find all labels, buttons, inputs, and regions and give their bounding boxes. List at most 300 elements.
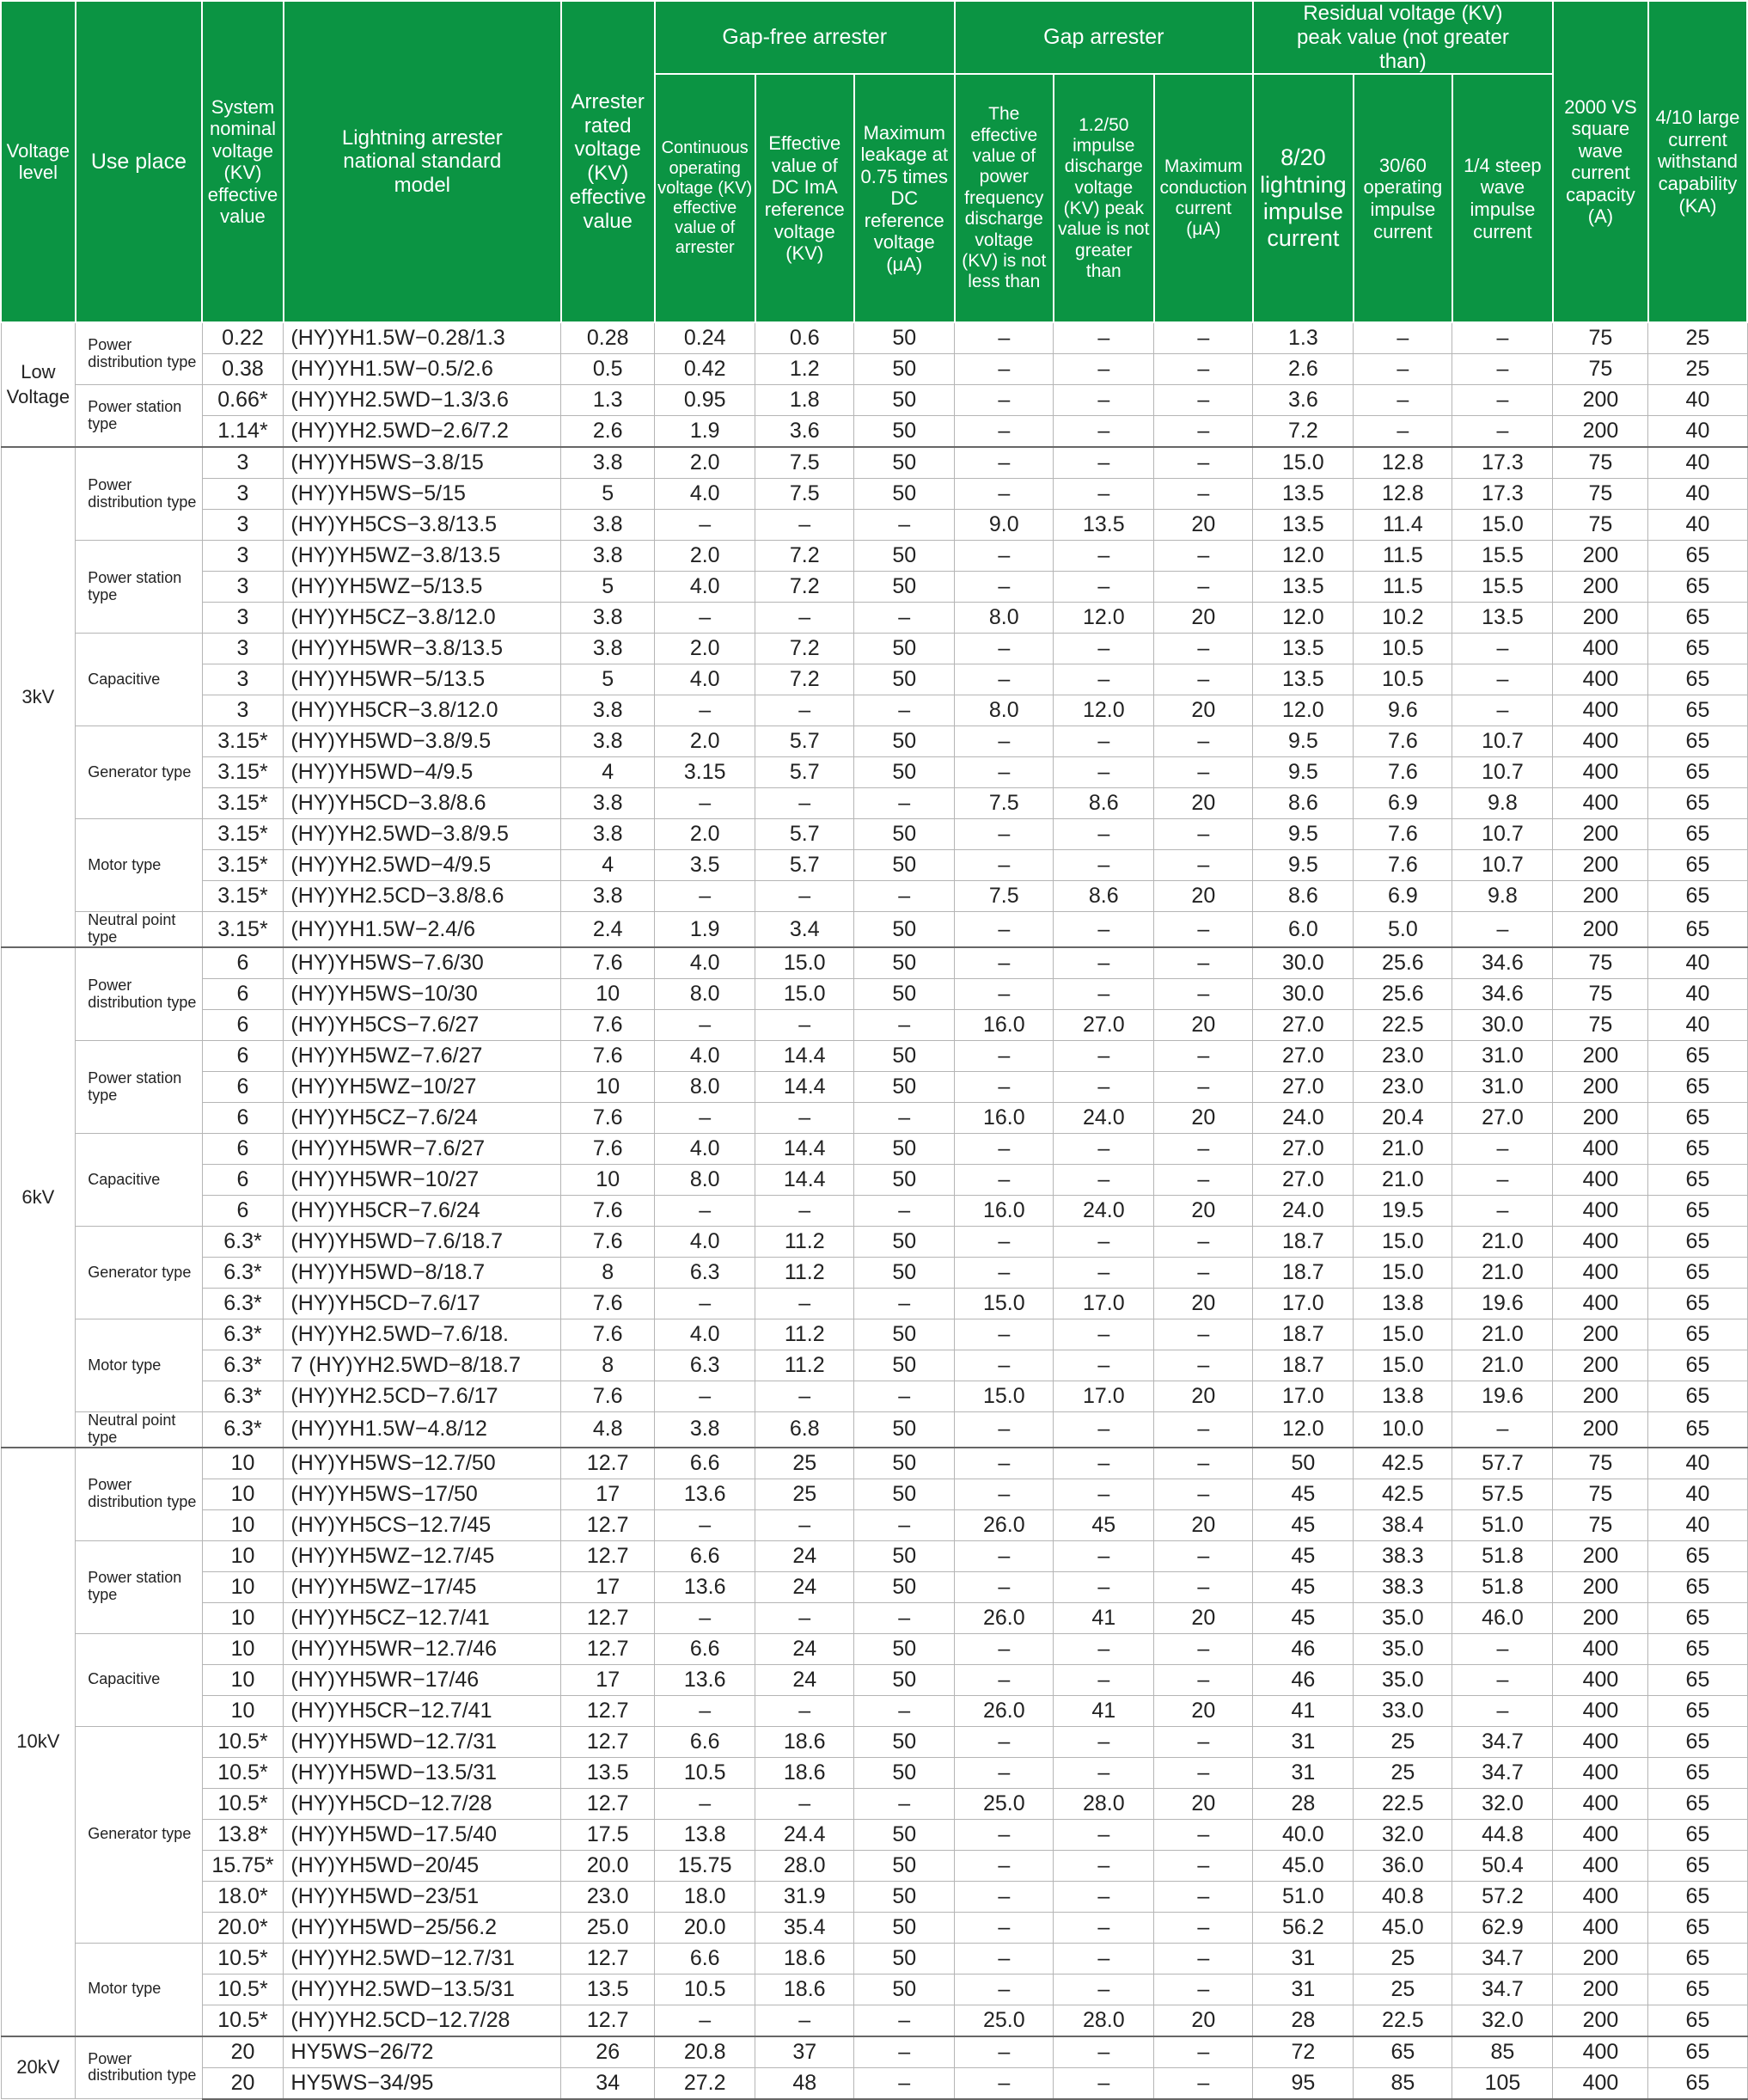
r3060-cell: 23.0 (1354, 1041, 1452, 1072)
pf-discharge-cell: – (955, 1757, 1054, 1788)
rated-voltage-cell: 7.6 (561, 1289, 655, 1319)
r14-cell: – (1452, 322, 1553, 354)
impulse-discharge-cell: – (1054, 1041, 1154, 1072)
impulse-discharge-cell: – (1054, 1912, 1154, 1943)
square-wave-cell: 200 (1553, 1350, 1648, 1381)
square-wave-cell: 200 (1553, 1381, 1648, 1412)
cont-voltage-cell: – (655, 1289, 755, 1319)
r820-cell: 3.6 (1253, 385, 1354, 416)
r14-cell: – (1452, 1664, 1553, 1695)
pf-discharge-cell: – (955, 541, 1054, 572)
rated-voltage-cell: 2.6 (561, 416, 655, 448)
impulse-discharge-cell: – (1054, 1633, 1154, 1664)
r14-cell: – (1452, 1165, 1553, 1196)
r820-cell: 12.0 (1253, 541, 1354, 572)
system-voltage-cell: 10.5* (202, 1726, 284, 1757)
header-square-wave: 2000 VS square wave current capacity (A) (1553, 1, 1648, 322)
large-current-cell: 65 (1648, 1881, 1747, 1912)
impulse-discharge-cell: – (1054, 1319, 1154, 1350)
rated-voltage-cell: 10 (561, 1072, 655, 1103)
conduction-cell: – (1154, 634, 1253, 664)
use-place-cell: Generator type (76, 1227, 202, 1319)
use-place-cell: Power distribution type (76, 322, 202, 385)
r820-cell: 31 (1253, 1757, 1354, 1788)
large-current-cell: 25 (1648, 354, 1747, 385)
use-place-cell: Power distribution type (76, 2036, 202, 2099)
table-row (1, 1103, 1747, 1134)
r820-cell: 18.7 (1253, 1319, 1354, 1350)
cont-voltage-cell: 2.0 (655, 819, 755, 850)
leakage-cell: – (854, 1010, 955, 1041)
header-rated-voltage: Arrester rated voltage (KV) effective value (561, 1, 655, 322)
table-body (1, 322, 1747, 2098)
r3060-cell: 10.0 (1354, 1412, 1452, 1448)
use-place-cell: Capacitive (76, 1134, 202, 1227)
model-cell: (HY)YH5CD−7.6/17 (284, 1289, 561, 1319)
dc-ref-cell: 31.9 (755, 1881, 854, 1912)
square-wave-cell: 200 (1553, 541, 1648, 572)
r14-cell: 34.7 (1452, 1974, 1553, 2005)
r3060-cell: 19.5 (1354, 1196, 1452, 1227)
conduction-cell: 20 (1154, 510, 1253, 541)
leakage-cell: 50 (854, 1912, 955, 1943)
r820-cell: 13.5 (1253, 510, 1354, 541)
r3060-cell: 32.0 (1354, 1819, 1452, 1850)
table-row (1, 1196, 1747, 1227)
r14-cell: 9.8 (1452, 788, 1553, 819)
cont-voltage-cell: – (655, 1509, 755, 1540)
cont-voltage-cell: 18.0 (655, 1881, 755, 1912)
impulse-discharge-cell: 17.0 (1054, 1381, 1154, 1412)
r820-cell: 17.0 (1253, 1289, 1354, 1319)
large-current-cell: 65 (1648, 1381, 1747, 1412)
model-cell: (HY)YH5WS−3.8/15 (284, 447, 561, 479)
square-wave-cell: 200 (1553, 1540, 1648, 1571)
model-cell: (HY)YH5WZ−7.6/27 (284, 1041, 561, 1072)
square-wave-cell: 75 (1553, 510, 1648, 541)
dc-ref-cell: – (755, 1381, 854, 1412)
header-gap-group: Gap arrester (955, 1, 1253, 74)
model-cell: (HY)YH5CZ−7.6/24 (284, 1103, 561, 1134)
model-cell: (HY)YH5WR−7.6/27 (284, 1134, 561, 1165)
r3060-cell: 38.3 (1354, 1540, 1452, 1571)
r14-cell: 46.0 (1452, 1602, 1553, 1633)
r14-cell: 19.6 (1452, 1381, 1553, 1412)
r3060-cell: 9.6 (1354, 695, 1452, 726)
header-cont-voltage: Continuous operating voltage (KV) effective value of arrester (655, 74, 755, 322)
r820-cell: 18.7 (1253, 1227, 1354, 1258)
system-voltage-cell: 10.5* (202, 2005, 284, 2036)
conduction-cell: – (1154, 664, 1253, 695)
r820-cell: 30.0 (1253, 979, 1354, 1010)
conduction-cell: – (1154, 1448, 1253, 1479)
header-leakage: Maximum leakage at 0.75 times DC reference voltage (μA) (854, 74, 955, 322)
rated-voltage-cell: 0.28 (561, 322, 655, 354)
large-current-cell: 65 (1648, 1289, 1747, 1319)
r820-cell: 13.5 (1253, 634, 1354, 664)
table-row (1, 416, 1747, 448)
r820-cell: 27.0 (1253, 1041, 1354, 1072)
cont-voltage-cell: 10.5 (655, 1757, 755, 1788)
system-voltage-cell: 3.15* (202, 912, 284, 947)
pf-discharge-cell: 16.0 (955, 1196, 1054, 1227)
voltage-level-cell: 3kV (1, 447, 76, 947)
header-residual-group: Residual voltage (KV) peak value (not greater than) (1253, 1, 1553, 74)
r14-cell: 57.7 (1452, 1448, 1553, 1479)
conduction-cell: – (1154, 385, 1253, 416)
r3060-cell: 15.0 (1354, 1258, 1452, 1289)
cont-voltage-cell: 1.9 (655, 416, 755, 448)
rated-voltage-cell: 10 (561, 979, 655, 1010)
pf-discharge-cell: – (955, 850, 1054, 881)
dc-ref-cell: 37 (755, 2036, 854, 2068)
header-use-place: Use place (76, 1, 202, 322)
leakage-cell: – (854, 1695, 955, 1726)
use-place-cell: Power distribution type (76, 1448, 202, 1541)
large-current-cell: 65 (1648, 541, 1747, 572)
voltage-level-cell: 10kV (1, 1448, 76, 2036)
r14-cell: 105 (1452, 2067, 1553, 2099)
impulse-discharge-cell: – (1054, 1227, 1154, 1258)
r14-cell: 21.0 (1452, 1258, 1553, 1289)
cont-voltage-cell: 6.3 (655, 1258, 755, 1289)
leakage-cell: 50 (854, 1974, 955, 2005)
voltage-level-cell: 6kV (1, 947, 76, 1448)
large-current-cell: 65 (1648, 572, 1747, 603)
cont-voltage-cell: 3.15 (655, 757, 755, 788)
dc-ref-cell: – (755, 1602, 854, 1633)
square-wave-cell: 400 (1553, 1165, 1648, 1196)
r820-cell: 51.0 (1253, 1881, 1354, 1912)
r14-cell: 57.2 (1452, 1881, 1553, 1912)
cont-voltage-cell: 0.95 (655, 385, 755, 416)
r14-cell: – (1452, 416, 1553, 448)
cont-voltage-cell: 3.5 (655, 850, 755, 881)
r820-cell: 8.6 (1253, 788, 1354, 819)
large-current-cell: 40 (1648, 1479, 1747, 1509)
conduction-cell: – (1154, 2067, 1253, 2099)
large-current-cell: 65 (1648, 1103, 1747, 1134)
r14-cell: 15.5 (1452, 541, 1553, 572)
leakage-cell: 50 (854, 322, 955, 354)
dc-ref-cell: 14.4 (755, 1072, 854, 1103)
conduction-cell: – (1154, 541, 1253, 572)
cont-voltage-cell: – (655, 1788, 755, 1819)
conduction-cell: 20 (1154, 1103, 1253, 1134)
dc-ref-cell: 11.2 (755, 1350, 854, 1381)
dc-ref-cell: 7.2 (755, 572, 854, 603)
model-cell: (HY)YH2.5WD−3.8/9.5 (284, 819, 561, 850)
rated-voltage-cell: 7.6 (561, 1010, 655, 1041)
rated-voltage-cell: 3.8 (561, 819, 655, 850)
leakage-cell: 50 (854, 1850, 955, 1881)
cont-voltage-cell: 1.9 (655, 912, 755, 947)
system-voltage-cell: 20 (202, 2067, 284, 2099)
impulse-discharge-cell: – (1054, 541, 1154, 572)
r14-cell: 51.0 (1452, 1509, 1553, 1540)
dc-ref-cell: 35.4 (755, 1912, 854, 1943)
r14-cell: 21.0 (1452, 1350, 1553, 1381)
r3060-cell: 15.0 (1354, 1350, 1452, 1381)
leakage-cell: – (854, 2036, 955, 2068)
header-pf-discharge: The effective value of power frequency discharge voltage (KV) is not less than (955, 74, 1054, 322)
impulse-discharge-cell: – (1054, 819, 1154, 850)
rated-voltage-cell: 34 (561, 2067, 655, 2099)
system-voltage-cell: 10.5* (202, 1974, 284, 2005)
large-current-cell: 65 (1648, 1664, 1747, 1695)
r14-cell: 10.7 (1452, 850, 1553, 881)
header-system-voltage: System nominal voltage (KV) effective value (202, 1, 284, 322)
system-voltage-cell: 6 (202, 947, 284, 979)
r14-cell: 10.7 (1452, 726, 1553, 757)
r14-cell: 31.0 (1452, 1041, 1553, 1072)
system-voltage-cell: 3 (202, 695, 284, 726)
square-wave-cell: 200 (1553, 603, 1648, 634)
system-voltage-cell: 6.3* (202, 1381, 284, 1412)
table-row (1, 1350, 1747, 1381)
rated-voltage-cell: 7.6 (561, 1227, 655, 1258)
dc-ref-cell: 5.7 (755, 850, 854, 881)
leakage-cell: – (854, 1788, 955, 1819)
table-row (1, 1412, 1747, 1448)
pf-discharge-cell: – (955, 1819, 1054, 1850)
large-current-cell: 65 (1648, 1571, 1747, 1602)
leakage-cell: 50 (854, 1819, 955, 1850)
impulse-discharge-cell: – (1054, 1350, 1154, 1381)
r820-cell: 28 (1253, 2005, 1354, 2036)
large-current-cell: 65 (1648, 757, 1747, 788)
impulse-discharge-cell: 27.0 (1054, 1010, 1154, 1041)
dc-ref-cell: 24 (755, 1540, 854, 1571)
dc-ref-cell: 11.2 (755, 1258, 854, 1289)
conduction-cell: – (1154, 979, 1253, 1010)
use-place-cell: Capacitive (76, 1633, 202, 1726)
impulse-discharge-cell: – (1054, 572, 1154, 603)
pf-discharge-cell: – (955, 1540, 1054, 1571)
model-cell: (HY)YH2.5CD−7.6/17 (284, 1381, 561, 1412)
rated-voltage-cell: 10 (561, 1165, 655, 1196)
square-wave-cell: 200 (1553, 912, 1648, 947)
r14-cell: – (1452, 354, 1553, 385)
dc-ref-cell: 7.5 (755, 447, 854, 479)
large-current-cell: 65 (1648, 1319, 1747, 1350)
large-current-cell: 65 (1648, 1412, 1747, 1448)
conduction-cell: – (1154, 726, 1253, 757)
r820-cell: 8.6 (1253, 881, 1354, 912)
leakage-cell: 50 (854, 850, 955, 881)
use-place-cell: Power distribution type (76, 947, 202, 1041)
conduction-cell: – (1154, 1319, 1253, 1350)
rated-voltage-cell: 3.8 (561, 881, 655, 912)
voltage-level-cell: 20kV (1, 2036, 76, 2099)
model-cell: (HY)YH1.5W−0.5/2.6 (284, 354, 561, 385)
r3060-cell: 40.8 (1354, 1881, 1452, 1912)
system-voltage-cell: 6 (202, 1072, 284, 1103)
model-cell: (HY)YH5CD−3.8/8.6 (284, 788, 561, 819)
r3060-cell: 22.5 (1354, 1788, 1452, 1819)
r820-cell: 45 (1253, 1602, 1354, 1633)
dc-ref-cell: 3.6 (755, 416, 854, 448)
square-wave-cell: 400 (1553, 757, 1648, 788)
r820-cell: 15.0 (1253, 447, 1354, 479)
rated-voltage-cell: 17 (561, 1479, 655, 1509)
cont-voltage-cell: – (655, 788, 755, 819)
r820-cell: 12.0 (1253, 1412, 1354, 1448)
dc-ref-cell: 5.7 (755, 819, 854, 850)
leakage-cell: 50 (854, 726, 955, 757)
r14-cell: 30.0 (1452, 1010, 1553, 1041)
model-cell: (HY)YH5WR−17/46 (284, 1664, 561, 1695)
leakage-cell: – (854, 1103, 955, 1134)
header-r14: 1/4 steep wave impulse current (1452, 74, 1553, 322)
r14-cell: 10.7 (1452, 757, 1553, 788)
system-voltage-cell: 6 (202, 1010, 284, 1041)
conduction-cell: – (1154, 572, 1253, 603)
r14-cell: – (1452, 1633, 1553, 1664)
r820-cell: 28 (1253, 1788, 1354, 1819)
cont-voltage-cell: 4.0 (655, 1041, 755, 1072)
square-wave-cell: 75 (1553, 1010, 1648, 1041)
dc-ref-cell: 0.6 (755, 322, 854, 354)
r14-cell: 15.0 (1452, 510, 1553, 541)
r14-cell: – (1452, 1412, 1553, 1448)
pf-discharge-cell: – (955, 1134, 1054, 1165)
dc-ref-cell: 6.8 (755, 1412, 854, 1448)
square-wave-cell: 400 (1553, 1289, 1648, 1319)
table-row (1, 447, 1747, 479)
large-current-cell: 65 (1648, 1350, 1747, 1381)
impulse-discharge-cell: – (1054, 634, 1154, 664)
r820-cell: 24.0 (1253, 1103, 1354, 1134)
square-wave-cell: 400 (1553, 726, 1648, 757)
r820-cell: 27.0 (1253, 1010, 1354, 1041)
model-cell: (HY)YH5CS−7.6/27 (284, 1010, 561, 1041)
square-wave-cell: 200 (1553, 819, 1648, 850)
model-cell: (HY)YH5WD−12.7/31 (284, 1726, 561, 1757)
r3060-cell: 36.0 (1354, 1850, 1452, 1881)
conduction-cell: – (1154, 1819, 1253, 1850)
square-wave-cell: 75 (1553, 979, 1648, 1010)
dc-ref-cell: 24 (755, 1571, 854, 1602)
table-row (1, 1041, 1747, 1072)
model-cell: (HY)YH5WR−5/13.5 (284, 664, 561, 695)
header-dc-ref: Effective value of DC ImA reference voltage (KV) (755, 74, 854, 322)
model-cell: (HY)YH5WS−10/30 (284, 979, 561, 1010)
r820-cell: 7.2 (1253, 416, 1354, 448)
large-current-cell: 65 (1648, 1788, 1747, 1819)
impulse-discharge-cell: – (1054, 726, 1154, 757)
r820-cell: 27.0 (1253, 1072, 1354, 1103)
pf-discharge-cell: – (955, 819, 1054, 850)
cont-voltage-cell: 6.6 (655, 1540, 755, 1571)
impulse-discharge-cell: 45 (1054, 1509, 1154, 1540)
table-row (1, 385, 1747, 416)
r820-cell: 27.0 (1253, 1134, 1354, 1165)
large-current-cell: 40 (1648, 1448, 1747, 1479)
system-voltage-cell: 3 (202, 572, 284, 603)
leakage-cell: 50 (854, 1319, 955, 1350)
leakage-cell: 50 (854, 572, 955, 603)
pf-discharge-cell: – (955, 2036, 1054, 2068)
header-conduction: Maximum conduction current (μA) (1154, 74, 1253, 322)
r820-cell: 13.5 (1253, 479, 1354, 510)
system-voltage-cell: 3 (202, 603, 284, 634)
r14-cell: 9.8 (1452, 881, 1553, 912)
conduction-cell: – (1154, 1165, 1253, 1196)
pf-discharge-cell: – (955, 1633, 1054, 1664)
cont-voltage-cell: 6.6 (655, 1448, 755, 1479)
table-row (1, 726, 1747, 757)
rated-voltage-cell: 12.7 (561, 1448, 655, 1479)
conduction-cell: – (1154, 1881, 1253, 1912)
rated-voltage-cell: 12.7 (561, 2005, 655, 2036)
r820-cell: 13.5 (1253, 572, 1354, 603)
conduction-cell: – (1154, 1412, 1253, 1448)
impulse-discharge-cell: – (1054, 416, 1154, 448)
system-voltage-cell: 10 (202, 1448, 284, 1479)
square-wave-cell: 200 (1553, 850, 1648, 881)
conduction-cell: 20 (1154, 1289, 1253, 1319)
cont-voltage-cell: 6.6 (655, 1726, 755, 1757)
r820-cell: 31 (1253, 1943, 1354, 1974)
square-wave-cell: 75 (1553, 1509, 1648, 1540)
pf-discharge-cell: – (955, 479, 1054, 510)
dc-ref-cell: – (755, 695, 854, 726)
leakage-cell: – (854, 788, 955, 819)
leakage-cell: 50 (854, 634, 955, 664)
impulse-discharge-cell: – (1054, 1479, 1154, 1509)
use-place-cell: Generator type (76, 1726, 202, 1943)
impulse-discharge-cell: – (1054, 354, 1154, 385)
cont-voltage-cell: 20.8 (655, 2036, 755, 2068)
model-cell: (HY)YH5WD−25/56.2 (284, 1912, 561, 1943)
conduction-cell: – (1154, 1943, 1253, 1974)
r3060-cell: 15.0 (1354, 1227, 1452, 1258)
conduction-cell: – (1154, 1726, 1253, 1757)
impulse-discharge-cell: – (1054, 1850, 1154, 1881)
impulse-discharge-cell: – (1054, 2036, 1154, 2068)
system-voltage-cell: 3 (202, 479, 284, 510)
rated-voltage-cell: 26 (561, 2036, 655, 2068)
r3060-cell: 12.8 (1354, 447, 1452, 479)
leakage-cell: 50 (854, 447, 955, 479)
r820-cell: 27.0 (1253, 1165, 1354, 1196)
rated-voltage-cell: 5 (561, 664, 655, 695)
dc-ref-cell: 18.6 (755, 1943, 854, 1974)
table-row (1, 912, 1747, 947)
system-voltage-cell: 6 (202, 1041, 284, 1072)
r3060-cell: 25 (1354, 1726, 1452, 1757)
table-row (1, 850, 1747, 881)
rated-voltage-cell: 0.5 (561, 354, 655, 385)
leakage-cell: 50 (854, 757, 955, 788)
r3060-cell: 45.0 (1354, 1912, 1452, 1943)
conduction-cell: 20 (1154, 2005, 1253, 2036)
cont-voltage-cell: – (655, 1602, 755, 1633)
conduction-cell: – (1154, 447, 1253, 479)
r3060-cell: 38.4 (1354, 1509, 1452, 1540)
r14-cell: – (1452, 1196, 1553, 1227)
leakage-cell: 50 (854, 947, 955, 979)
square-wave-cell: 75 (1553, 479, 1648, 510)
pf-discharge-cell: – (955, 1227, 1054, 1258)
impulse-discharge-cell: 8.6 (1054, 881, 1154, 912)
cont-voltage-cell: 4.0 (655, 1134, 755, 1165)
r3060-cell: 35.0 (1354, 1633, 1452, 1664)
dc-ref-cell: 18.6 (755, 1974, 854, 2005)
r14-cell: 27.0 (1452, 1103, 1553, 1134)
square-wave-cell: 200 (1553, 1974, 1648, 2005)
